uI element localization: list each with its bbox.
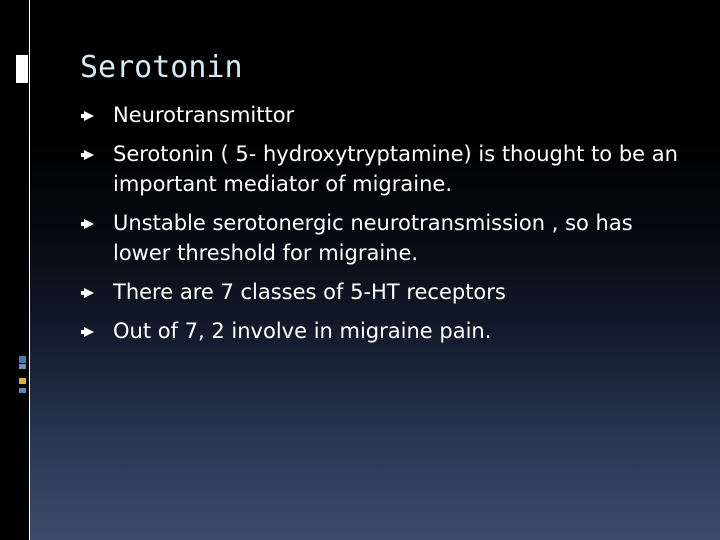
- slide-title: Serotonin: [80, 50, 243, 85]
- bullet-item: [84, 208, 694, 268]
- triangle-bullet-icon: [84, 288, 94, 298]
- bullet-text: Serotonin ( 5- hydroxytryptamine) is thought to be an important mediator of migraine.: [113, 142, 678, 196]
- bullet-item: [84, 139, 694, 199]
- accent-square-2: [19, 364, 26, 369]
- triangle-bullet-icon: [84, 111, 94, 121]
- bullet-item: [84, 316, 694, 346]
- bullet-text: Unstable serotonergic neurotransmission , so has lower threshold for migraine.: [113, 211, 633, 265]
- triangle-bullet-icon: [84, 219, 94, 229]
- bullet-item: [84, 277, 694, 307]
- accent-square-4: [19, 388, 26, 393]
- bullet-text: Neurotransmittor: [113, 103, 295, 127]
- left-divider-line: [29, 0, 30, 540]
- bullet-text: There are 7 classes of 5-HT receptors: [113, 280, 506, 304]
- accent-square-3: [19, 378, 26, 384]
- bullet-text: Out of 7, 2 involve in migraine pain.: [113, 319, 492, 343]
- triangle-bullet-icon: [84, 150, 94, 160]
- bullet-list: [84, 100, 694, 355]
- title-accent-block: [16, 55, 28, 83]
- bullet-item: [84, 100, 694, 130]
- triangle-bullet-icon: [84, 327, 94, 337]
- accent-square-1: [19, 356, 26, 363]
